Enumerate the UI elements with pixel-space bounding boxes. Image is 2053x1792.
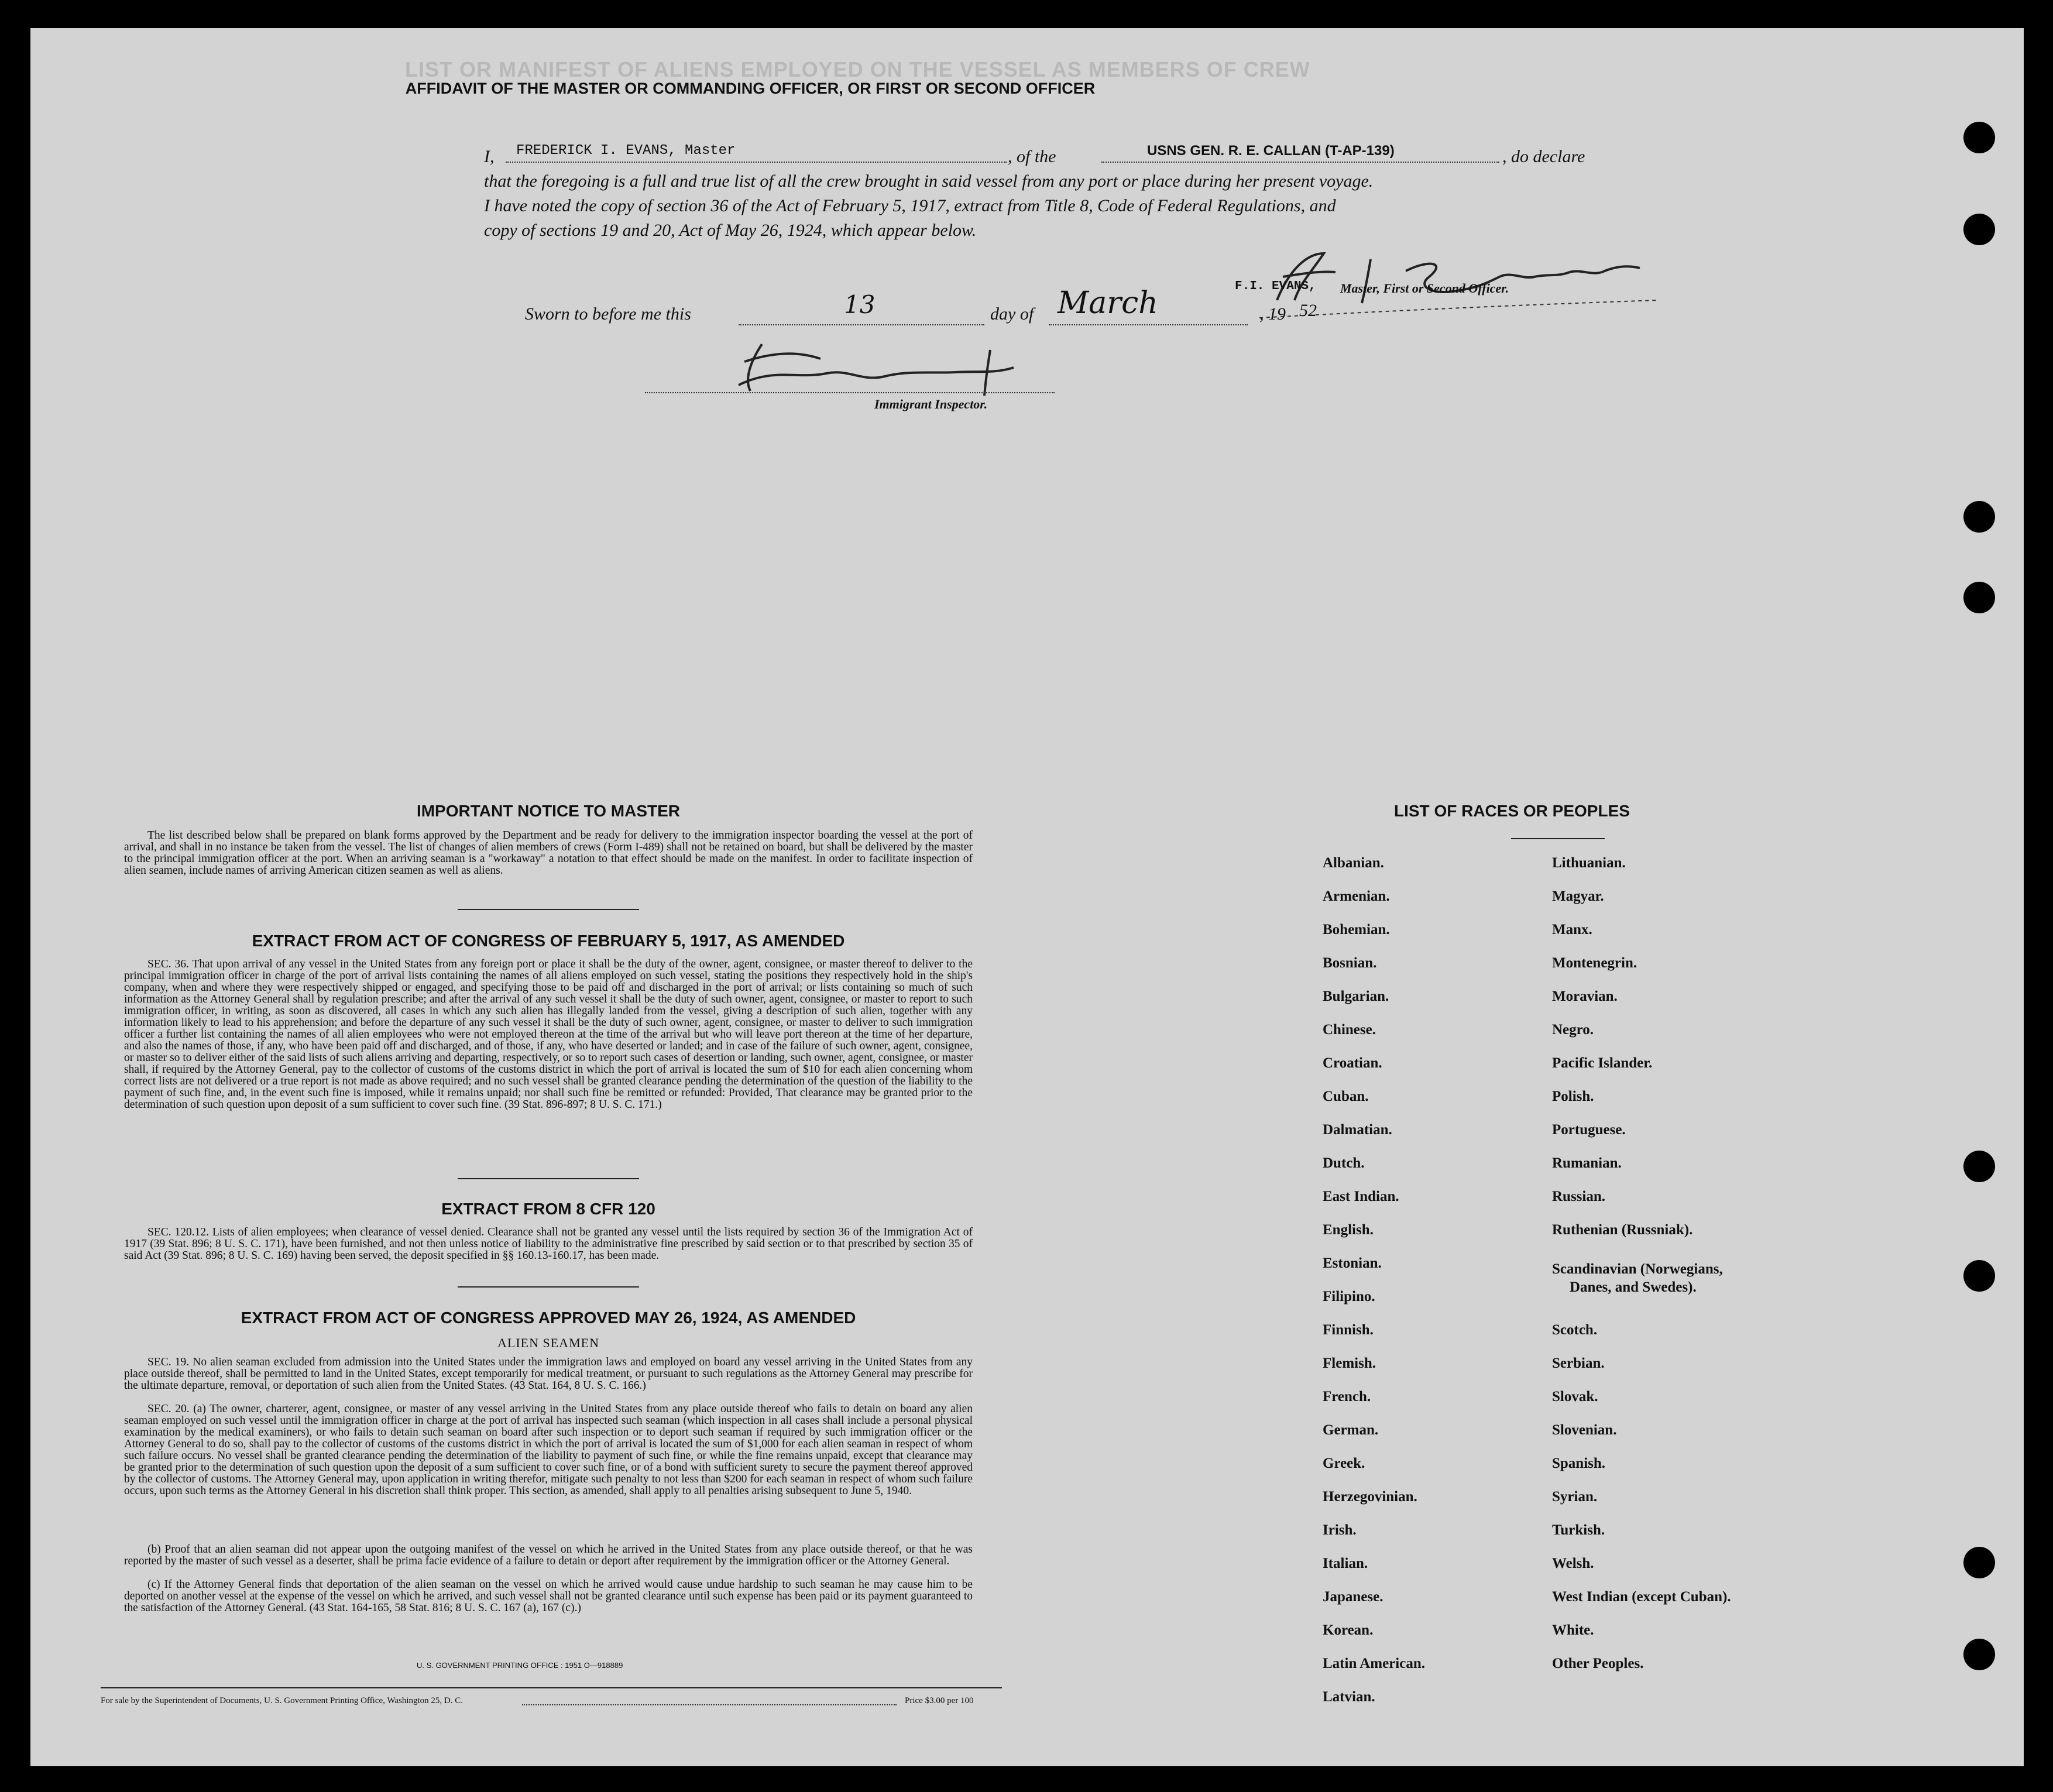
race-item: Latin American. bbox=[1323, 1656, 1425, 1671]
race-item: Pacific Islander. bbox=[1552, 1055, 1653, 1071]
race-item: Turkish. bbox=[1552, 1522, 1605, 1538]
vessel-name-line bbox=[1101, 162, 1499, 163]
race-item: Japanese. bbox=[1323, 1589, 1383, 1605]
extract-1917-divider bbox=[458, 1178, 639, 1179]
notice-text: The list described below shall be prepared on blank forms approved by the Department and be ready for delivery to the immigration inspector boarding the vessel at the port of arrival, and shall in no instance be taken from the vessel. The list of changes of alien members of crews (Form I-489) shall not be retained on board, but shall be delivered by the master to the principal immigration officer at the port. When an arriving seaman is a "workaway" a notation to that effect should be made on the manifest. In order to facilitate inspection of alien seamen, include names of arriving American citizen seamen as well as aliens. bbox=[124, 829, 973, 877]
binder-hole bbox=[1963, 582, 1995, 613]
binder-hole bbox=[1963, 1151, 1995, 1182]
extract-cfr-divider bbox=[458, 1286, 639, 1288]
race-item: Danes, and Swedes). bbox=[1570, 1279, 1697, 1295]
race-item: Bohemian. bbox=[1323, 922, 1390, 938]
affidavit-title: AFFIDAVIT OF THE MASTER OR COMMANDING OFFICER, OR FIRST OR SECOND OFFICER bbox=[405, 80, 1096, 97]
price-note: Price $3.00 per 100 bbox=[905, 1696, 974, 1705]
bleed-through-title: LIST OR MANIFEST OF ALIENS EMPLOYED ON THE VESSEL AS MEMBERS OF CREW bbox=[405, 57, 1310, 81]
vessel-name: USNS GEN. R. E. CALLAN (T-AP-139) bbox=[1147, 143, 1395, 159]
race-item: Slovak. bbox=[1552, 1389, 1598, 1405]
race-item: Italian. bbox=[1323, 1556, 1368, 1571]
extract-cfr-title: EXTRACT FROM 8 CFR 120 bbox=[441, 1200, 655, 1218]
sworn-day: 13 bbox=[844, 290, 876, 319]
extract-1917-title: EXTRACT FROM ACT OF CONGRESS OF FEBRUARY 5, 1917, AS AMENDED bbox=[252, 932, 845, 950]
race-item: Rumanian. bbox=[1552, 1155, 1622, 1171]
race-item: Manx. bbox=[1552, 922, 1592, 938]
sworn-month-line bbox=[1049, 324, 1248, 325]
race-item: Croatian. bbox=[1323, 1055, 1382, 1071]
race-item: Korean. bbox=[1323, 1622, 1374, 1638]
race-item: Polish. bbox=[1552, 1089, 1594, 1104]
affidavit-line-2: that the foregoing is a full and true list of all the crew brought in said vessel from any port or place during her present voyage. bbox=[484, 171, 1374, 191]
race-item: Bosnian. bbox=[1323, 955, 1377, 971]
race-item: Finnish. bbox=[1323, 1322, 1374, 1338]
race-item: Scotch. bbox=[1552, 1322, 1598, 1338]
race-item: Montenegrin. bbox=[1552, 955, 1637, 971]
race-item: Serbian. bbox=[1552, 1355, 1605, 1371]
extract-1924-title: EXTRACT FROM ACT OF CONGRESS APPROVED MAY 26, 1924, AS AMENDED bbox=[241, 1309, 856, 1327]
race-item: Cuban. bbox=[1323, 1089, 1369, 1104]
master-name: FREDERICK I. EVANS, Master bbox=[516, 143, 736, 159]
inspector-label: Immigrant Inspector. bbox=[874, 397, 988, 411]
race-item: East Indian. bbox=[1323, 1189, 1399, 1204]
extract-1924-sec19: SEC. 19. No alien seaman excluded from admission into the United States under the immigration laws and employed on board any vessel arriving in the United States from any place outside thereof, shall be permitted to land in the United States, except temporarily for medical treatment, or pursuant to such regulations as the Attorney General may prescribe for the ultimate departure, removal, or deportation of such alien from the United States. (43 Stat. 164, 8 U. S. C. 166.) bbox=[124, 1356, 973, 1392]
affidavit-i: I, bbox=[484, 147, 495, 166]
race-item: Herzegovinian. bbox=[1323, 1489, 1417, 1505]
race-item: Albanian. bbox=[1323, 855, 1384, 871]
binder-hole bbox=[1963, 214, 1995, 245]
extract-1924-subtitle: ALIEN SEAMEN bbox=[497, 1336, 599, 1350]
document-sheet bbox=[30, 28, 2024, 1766]
race-item: Estonian. bbox=[1323, 1255, 1382, 1271]
binder-hole bbox=[1963, 122, 1995, 153]
race-item: Syrian. bbox=[1552, 1489, 1598, 1505]
inspector-line bbox=[645, 392, 1055, 393]
signer-role: Master, First or Second Officer. bbox=[1340, 281, 1509, 296]
signer-typed: F.I. EVANS, bbox=[1235, 280, 1316, 293]
race-item: Moravian. bbox=[1552, 988, 1618, 1004]
races-title: LIST OF RACES OR PEOPLES bbox=[1394, 802, 1630, 820]
race-item: Welsh. bbox=[1552, 1556, 1594, 1571]
extract-1924-sec20b: (b) Proof that an alien seaman did not appear upon the outgoing manifest of the vessel on which he arrived in the United States from any place outside thereof, or that he was reported by the master of such vessel as a deserter, shall be prima facie evidence of a failure to detain or deport after requirement by the immigration officer or the Attorney General. bbox=[124, 1543, 973, 1567]
binder-hole bbox=[1963, 1260, 1995, 1292]
race-item: Negro. bbox=[1552, 1022, 1594, 1038]
race-item: English. bbox=[1323, 1222, 1374, 1238]
year-prefix: , 19 bbox=[1259, 304, 1286, 324]
printing-office-imprint: U. S. GOVERNMENT PRINTING OFFICE : 1951 O—918889 bbox=[417, 1661, 623, 1670]
extract-1924-sec20c: (c) If the Attorney General finds that deportation of the alien seaman on the vessel on which he arrived would cause undue hardship to such seaman he may cause him to be deported on another vessel at the expense of the vessel on which he arrived, and such vessel shall not be granted clearance until such expense has been paid or its payment guaranteed to the satisfaction of the Attorney General. (43 Stat. 164-165, 58 Stat. 816; 8 U. S. C. 167 (a), 167 (c).) bbox=[124, 1578, 973, 1614]
race-item: Greek. bbox=[1323, 1455, 1365, 1471]
race-item: Scandinavian (Norwegians, bbox=[1552, 1261, 1723, 1277]
binder-hole bbox=[1963, 1547, 1995, 1578]
notice-divider bbox=[458, 909, 639, 910]
races-divider bbox=[1511, 838, 1605, 839]
race-item: Flemish. bbox=[1323, 1355, 1376, 1371]
race-item: Armenian. bbox=[1323, 888, 1390, 904]
race-item: West Indian (except Cuban). bbox=[1552, 1589, 1731, 1605]
race-item: Other Peoples. bbox=[1552, 1656, 1644, 1671]
race-item: Russian. bbox=[1552, 1189, 1606, 1204]
race-item: German. bbox=[1323, 1422, 1379, 1438]
binder-hole bbox=[1963, 1639, 1995, 1670]
race-item: Filipino. bbox=[1323, 1289, 1375, 1304]
for-sale-leader bbox=[522, 1704, 897, 1705]
race-item: French. bbox=[1323, 1389, 1371, 1405]
race-item: Magyar. bbox=[1552, 888, 1604, 904]
sworn-day-line bbox=[739, 324, 984, 325]
race-item: Ruthenian (Russniak). bbox=[1552, 1222, 1693, 1238]
do-declare-text: , do declare bbox=[1502, 147, 1585, 166]
race-item: Portuguese. bbox=[1552, 1122, 1626, 1138]
for-sale-note: For sale by the Superintendent of Documents, U. S. Government Printing Office, Washington 25, D. C. bbox=[101, 1696, 463, 1705]
inspector-signature bbox=[686, 327, 1049, 403]
race-item: Irish. bbox=[1323, 1522, 1357, 1538]
extract-1924-sec20a: SEC. 20. (a) The owner, charterer, agent, consignee, or master of any vessel arriving in the United States from any place outside thereof who fails to detain on board any alien seaman employed on such vessel until the immigration officer in charge at the port of arrival has inspected such seaman (which inspection in all cases shall include a personal physical examination by the medical examiners), or who fails to detain such seaman on board after such inspection or to deport such seaman if required by such immigration officer or the Attorney General to do so, shall pay to the collector of customs of the customs district in which the port of arrival is located the sum of $1,000 for each alien seaman in respect of whom such failure occurs. No vessel shall be granted clearance pending the determination of the liability to payment of such fine, or while the fine remains unpaid, except that clearance may be granted prior to the determination of such question upon the deposit of a sum sufficient to cover such fine, or of a bond with sufficient surety to secure the payment thereof approved by the collector of customs. The Attorney General may, upon application in writing therefor, mitigate such penalty to not less than $200 for each seaman in respect of whom such failure occurs, upon such terms as the Attorney General in his discretion shall think proper. This section, as amended, shall apply to all penalties arising subsequent to June 5, 1940. bbox=[124, 1403, 973, 1497]
race-item: Bulgarian. bbox=[1323, 988, 1389, 1004]
race-item: Dutch. bbox=[1323, 1155, 1365, 1171]
sworn-month: March bbox=[1058, 286, 1158, 321]
race-item: Lithuanian. bbox=[1552, 855, 1626, 871]
race-item: White. bbox=[1552, 1622, 1594, 1638]
extract-1917-text: SEC. 36. That upon arrival of any vessel in the United States from any foreign port or place it shall be the duty of the owner, agent, consignee, or master thereof to deliver to the principal immigration officer in charge of the port of arrival lists containing the names of all aliens employed on such vessel, stating the positions they respectively hold in the ship's company, when and where they were respectively shipped or engaged, and specifying those to be paid off and discharged in the port of arrival; or lists containing so much of such information as the Attorney General shall by regulation prescribe; and after the arrival of any such vessel it shall be the duty of such owner, agent, consignee, or master to report to such immigration officer, in writing, as soon as discovered, all cases in which any such alien has illegally landed from the vessel, giving a description of such alien, together with any information likely to lead to his apprehension; and before the departure of any such vessel it shall be the duty of such owner, agent, consignee, or master to deliver to such immigration officer a further list containing the names of all alien employees who were not employed thereon at the time of the arrival but who will leave port thereon at the time of her departure, and also the names of those, if any, who have been paid off and discharged, and of those, if any, who have deserted or landed; and in case of the failure of such owner, agent, consignee, or master so to deliver either of the said lists of such aliens arriving and departing, respectively, or so to report such cases of desertion or landing, such owner, agent, consignee, or master shall, if required by the Attorney General, pay to the collector of customs of the customs district in which the port of arrival is located the sum of $10 for each alien concerning whom correct lists are not delivered or a true report is not made as above required; and no such vessel shall be granted clearance pending the determination of the question of the liability to the payment of such fine, and, in the event such fine is imposed, while it remains unpaid; nor shall such fine be remitted or refunded: Provided, That clearance may be granted prior to the determination of such question upon deposit of a sum sufficient to cover such fine. (39 Stat. 896-897; 8 U. S. C. 171.) bbox=[124, 958, 973, 1111]
race-item: Latvian. bbox=[1323, 1689, 1375, 1705]
binder-hole bbox=[1963, 501, 1995, 533]
race-item: Slovenian. bbox=[1552, 1422, 1617, 1438]
notice-title: IMPORTANT NOTICE TO MASTER bbox=[416, 802, 681, 820]
sworn-text: Sworn to before me this bbox=[525, 304, 691, 324]
race-item: Spanish. bbox=[1552, 1455, 1606, 1471]
of-the-text: , of the bbox=[1008, 147, 1056, 166]
sworn-year: 52 bbox=[1299, 301, 1317, 320]
race-item: Chinese. bbox=[1323, 1022, 1376, 1038]
extract-cfr-text: SEC. 120.12. Lists of alien employees; when clearance of vessel denied. Clearance shall not be granted any vessel until the lists required by section 36 of the Immigration Act of 1917 (39 Stat. 896; 8 U. S. C. 171), have been furnished, and not then unless notice of liability to the administrative fine prescribed by said section or to that prescribed by section 35 of said Act (39 Stat. 896; 8 U. S. C. 169) having been served, the deposit specified in §§ 160.13-160.17, has been made. bbox=[124, 1226, 973, 1262]
race-item: Dalmatian. bbox=[1323, 1122, 1392, 1138]
affidavit-line-3: I have noted the copy of section 36 of the Act of February 5, 1917, extract from Title 8, Code of Federal Regulations, and bbox=[484, 196, 1336, 215]
affidavit-line-4: copy of sections 19 and 20, Act of May 26, 1924, which appear below. bbox=[484, 221, 977, 240]
master-name-line bbox=[506, 162, 1007, 163]
day-of-text: day of bbox=[990, 304, 1034, 324]
footer-rule bbox=[101, 1687, 1002, 1688]
